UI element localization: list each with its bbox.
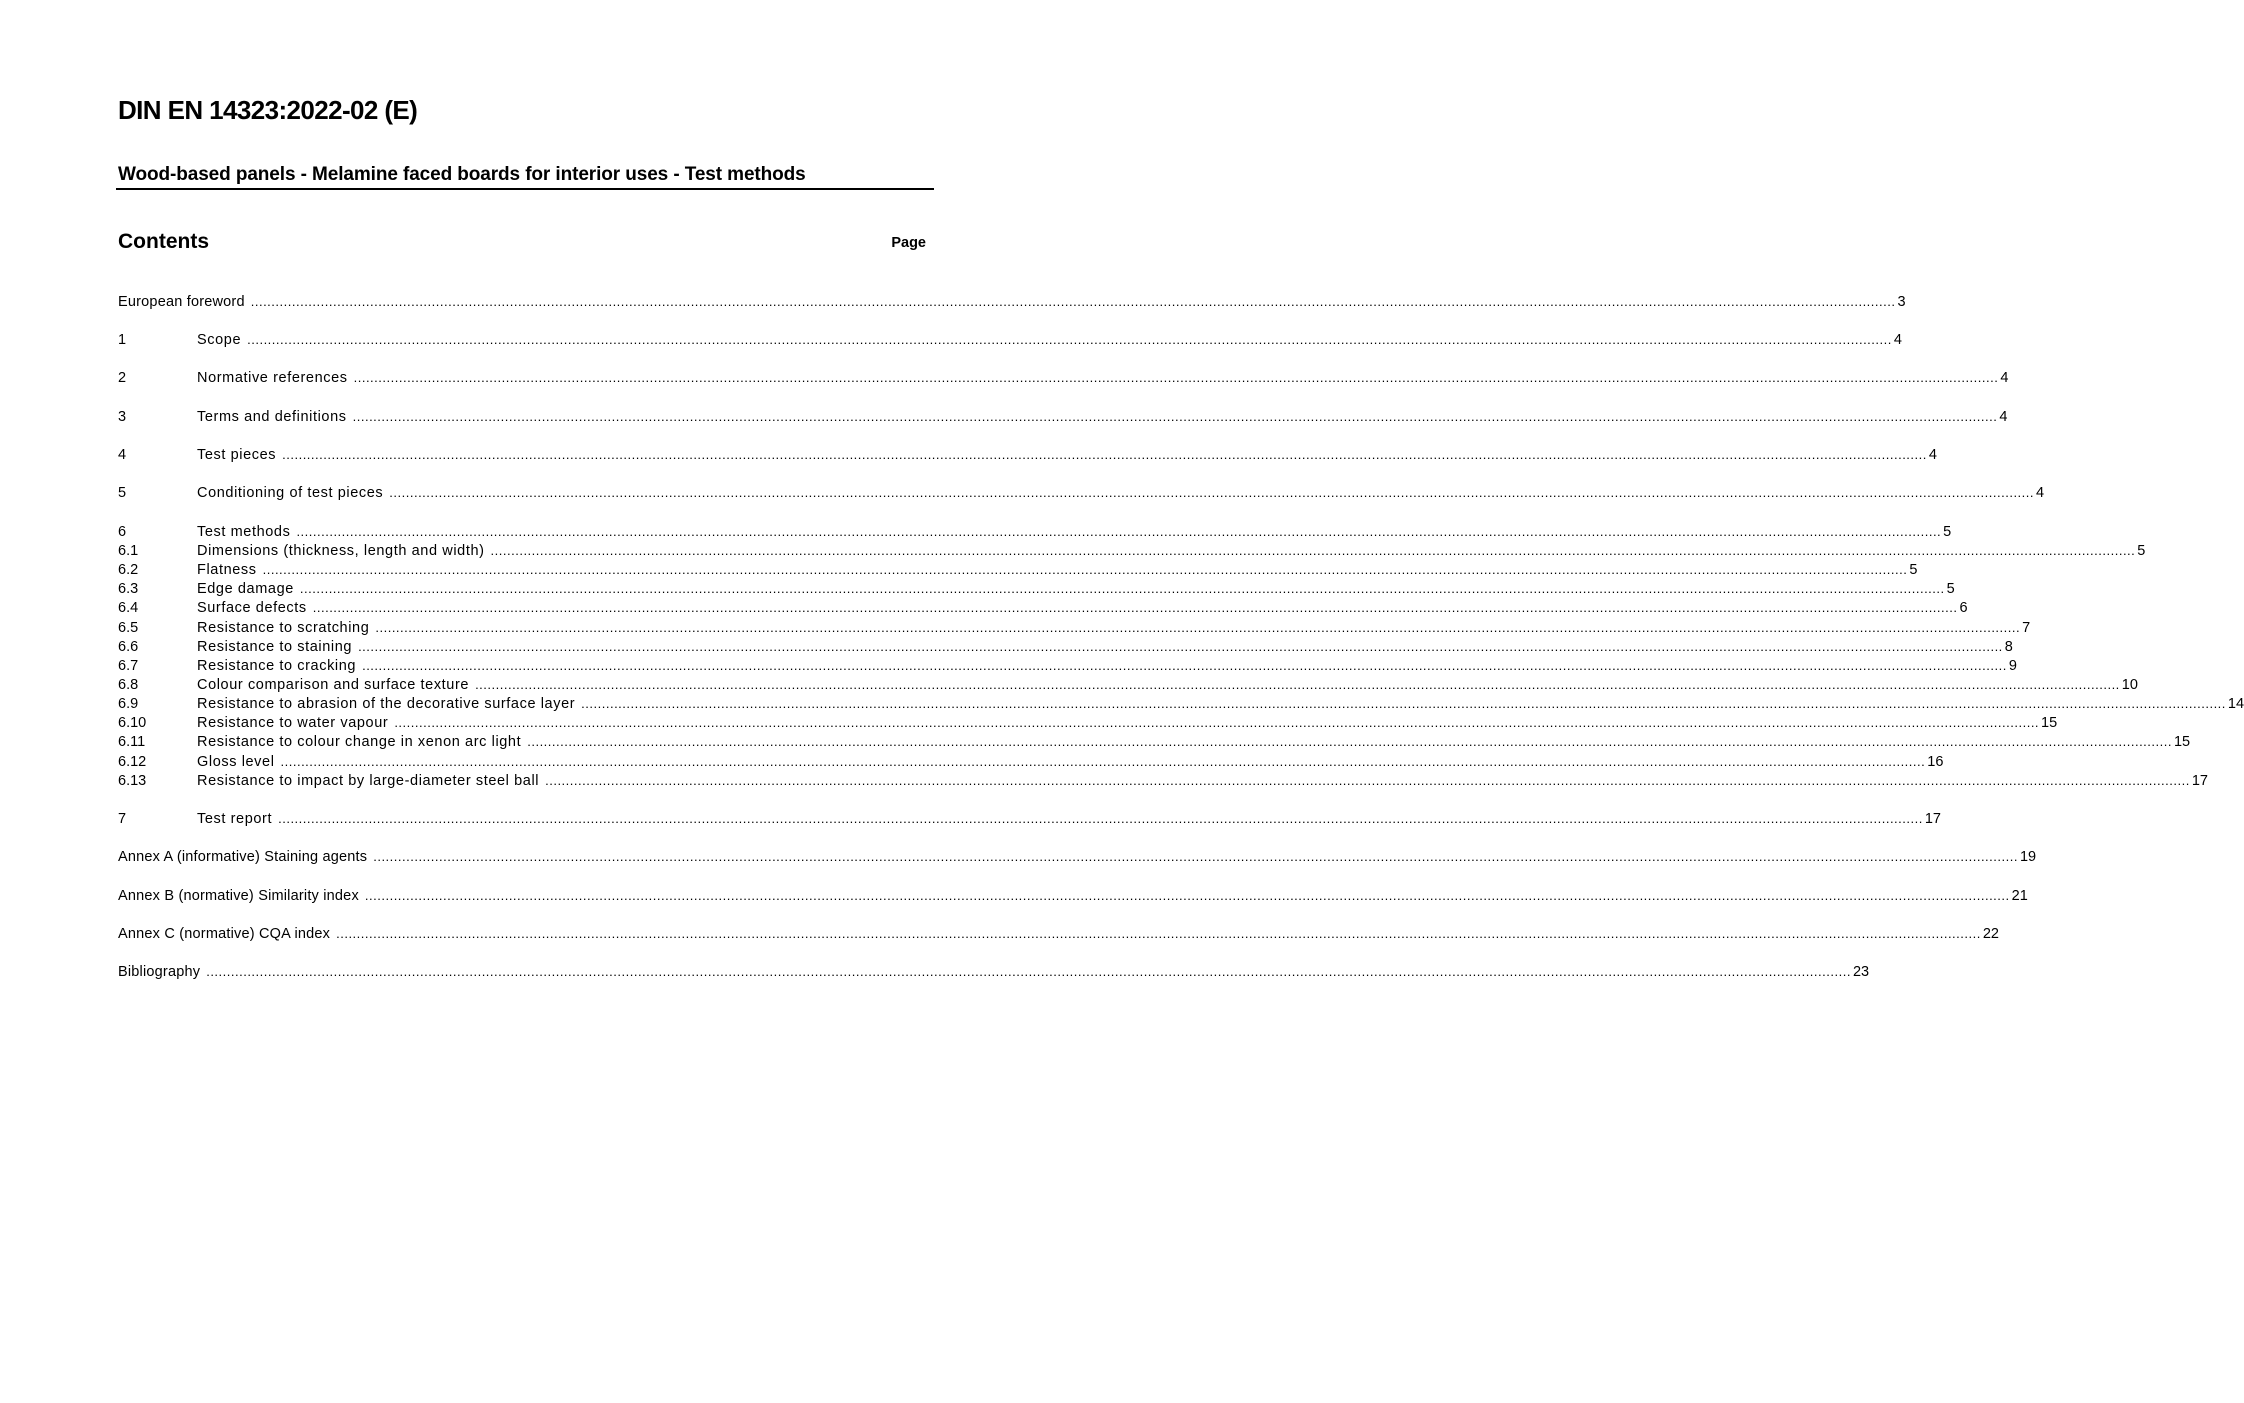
toc-entry[interactable] bbox=[118, 887, 2028, 905]
toc-dot-leader: ................................................................................................................................................................................................................................................................................................................................................................................................................ bbox=[581, 696, 2226, 711]
toc-entry-title: Dimensions (thickness, length and width) bbox=[197, 543, 485, 559]
toc-entry[interactable] bbox=[118, 657, 2017, 675]
toc-entry[interactable] bbox=[118, 580, 1955, 598]
toc-entry-title: Gloss level bbox=[197, 754, 275, 770]
toc-entry-number: 4 bbox=[118, 447, 127, 463]
toc-dot-leader: ................................................................................................................................................................................................................................................................................................................................................................................................................ bbox=[389, 485, 2035, 500]
toc-entry[interactable] bbox=[118, 369, 2009, 387]
toc-entry-title: Resistance to impact by large-diameter steel ball bbox=[197, 773, 540, 789]
toc-entry-page: 19 bbox=[2019, 849, 2037, 865]
toc-dot-leader: ................................................................................................................................................................................................................................................................................................................................................................................................................ bbox=[475, 677, 2120, 692]
toc-entry-number: 1 bbox=[118, 332, 127, 348]
toc-entry-number: 6.11 bbox=[118, 734, 146, 750]
toc-entry-number: 6.1 bbox=[118, 543, 139, 559]
toc-entry-title: Flatness bbox=[197, 562, 257, 578]
toc-entry-number: 3 bbox=[118, 409, 127, 425]
document-subtitle-block bbox=[116, 162, 934, 190]
toc-dot-leader: ................................................................................................................................................................................................................................................................................................................................................................................................................ bbox=[545, 773, 2190, 788]
toc-entry-number: 6.4 bbox=[118, 600, 139, 616]
toc-entry-number: 6.6 bbox=[118, 639, 139, 655]
toc-entry-page: 5 bbox=[1909, 562, 1918, 578]
toc-entry[interactable] bbox=[118, 331, 1902, 349]
toc-entry-title: Scope bbox=[197, 332, 242, 348]
document-subtitle: Wood-based panels - Melamine faced boards for interior uses - Test methods bbox=[118, 164, 806, 185]
toc-dot-leader: ................................................................................................................................................................................................................................................................................................................................................................................................................ bbox=[364, 888, 2010, 903]
toc-entry-page: 5 bbox=[2137, 543, 2146, 559]
toc-entry[interactable] bbox=[118, 810, 1941, 828]
toc-dot-leader: ................................................................................................................................................................................................................................................................................................................................................................................................................ bbox=[296, 524, 1942, 539]
toc-entry-page: 16 bbox=[1927, 754, 1944, 770]
toc-entry-title: Test pieces bbox=[197, 447, 277, 463]
toc-dot-leader: ................................................................................................................................................................................................................................................................................................................................................................................................................ bbox=[353, 370, 1999, 385]
toc-entry[interactable] bbox=[118, 542, 2146, 560]
toc-dot-leader: ................................................................................................................................................................................................................................................................................................................................................................................................................ bbox=[278, 811, 1923, 826]
toc-entry-number: 6 bbox=[118, 524, 127, 540]
toc-dot-leader: ................................................................................................................................................................................................................................................................................................................................................................................................................ bbox=[312, 600, 1958, 615]
toc-entry[interactable] bbox=[118, 753, 1944, 771]
toc-entry-page: 4 bbox=[1893, 332, 1902, 348]
toc-dot-leader: ................................................................................................................................................................................................................................................................................................................................................................................................................ bbox=[280, 754, 1926, 769]
toc-entry[interactable] bbox=[118, 599, 1968, 617]
toc-entry-title: Surface defects bbox=[197, 600, 307, 616]
toc-entry-title: European foreword bbox=[118, 294, 245, 310]
toc-entry-page: 15 bbox=[2041, 715, 2058, 731]
toc-entry[interactable] bbox=[118, 561, 1918, 579]
toc-entry-number: 2 bbox=[118, 370, 127, 386]
toc-dot-leader: ................................................................................................................................................................................................................................................................................................................................................................................................................ bbox=[375, 620, 2021, 635]
toc-entry[interactable] bbox=[118, 925, 1999, 943]
toc-entry-page: 5 bbox=[1946, 581, 1955, 597]
toc-entry[interactable] bbox=[118, 733, 2191, 751]
toc-entry-title: Conditioning of test pieces bbox=[197, 485, 384, 501]
toc-entry[interactable] bbox=[118, 408, 2008, 426]
toc-entry-title: Annex B (normative) Similarity index bbox=[118, 888, 359, 904]
toc-entry-title: Resistance to cracking bbox=[197, 658, 357, 674]
toc-entry-title: Resistance to abrasion of the decorative surface layer bbox=[197, 696, 576, 712]
toc-entry[interactable] bbox=[118, 619, 2031, 637]
toc-dot-leader: ................................................................................................................................................................................................................................................................................................................................................................................................................ bbox=[262, 562, 1908, 577]
toc-entry-title: Resistance to staining bbox=[197, 639, 353, 655]
toc-entry-title: Annex C (normative) CQA index bbox=[118, 926, 331, 942]
toc-entry-page: 4 bbox=[2036, 485, 2045, 501]
toc-entry[interactable] bbox=[118, 714, 2058, 732]
toc-entry-page: 21 bbox=[2011, 888, 2028, 904]
toc-entry-title: Edge damage bbox=[197, 581, 294, 597]
toc-entry-number: 5 bbox=[118, 485, 127, 501]
toc-entry-number: 6.8 bbox=[118, 677, 139, 693]
toc-entry-page: 15 bbox=[2173, 734, 2191, 750]
toc-entry-title: Test methods bbox=[197, 524, 291, 540]
toc-entry-title: Resistance to scratching bbox=[197, 620, 370, 636]
toc-entry-page: 22 bbox=[1982, 926, 1999, 942]
toc-entry-page: 9 bbox=[2008, 658, 2017, 674]
toc-dot-leader: ................................................................................................................................................................................................................................................................................................................................................................................................................ bbox=[282, 447, 1927, 462]
toc-entry[interactable] bbox=[118, 772, 2208, 790]
toc-entry-page: 5 bbox=[1943, 524, 1952, 540]
toc-dot-leader: ................................................................................................................................................................................................................................................................................................................................................................................................................ bbox=[373, 849, 2018, 864]
toc-entry-title: Test report bbox=[197, 811, 273, 827]
toc-entry-number: 6.12 bbox=[118, 754, 147, 770]
toc-entry-page: 8 bbox=[2004, 639, 2013, 655]
toc-dot-leader: ................................................................................................................................................................................................................................................................................................................................................................................................................ bbox=[352, 409, 1998, 424]
toc-dot-leader: ................................................................................................................................................................................................................................................................................................................................................................................................................ bbox=[250, 294, 1896, 309]
toc-entry-page: 4 bbox=[1928, 447, 1937, 463]
toc-dot-leader: ................................................................................................................................................................................................................................................................................................................................................................................................................ bbox=[299, 581, 1945, 596]
toc-entry[interactable] bbox=[118, 293, 1906, 311]
toc-dot-leader: ................................................................................................................................................................................................................................................................................................................................................................................................................ bbox=[362, 658, 2007, 673]
toc-entry-title: Resistance to colour change in xenon arc light bbox=[197, 734, 522, 750]
toc-entry-page: 4 bbox=[1999, 409, 2008, 425]
toc-entry[interactable] bbox=[118, 695, 2244, 713]
toc-entry-title: Terms and definitions bbox=[197, 409, 347, 425]
toc-entry-page: 4 bbox=[2000, 370, 2009, 386]
toc-entry-title: Resistance to water vapour bbox=[197, 715, 389, 731]
toc-entry-page: 14 bbox=[2227, 696, 2244, 712]
toc-entry-title: Bibliography bbox=[118, 964, 201, 980]
toc-entry-number: 6.5 bbox=[118, 620, 139, 636]
contents-heading: Contents bbox=[118, 230, 209, 253]
toc-entry[interactable] bbox=[118, 484, 2045, 502]
toc-entry[interactable] bbox=[118, 676, 2138, 694]
toc-entry-number: 6.9 bbox=[118, 696, 139, 712]
toc-entry-number: 6.3 bbox=[118, 581, 139, 597]
toc-dot-leader: ................................................................................................................................................................................................................................................................................................................................................................................................................ bbox=[527, 734, 2172, 749]
toc-entry-title: Normative references bbox=[197, 370, 348, 386]
toc-entry-title: Annex A (informative) Staining agents bbox=[118, 849, 368, 865]
toc-entry-page: 17 bbox=[1924, 811, 1941, 827]
toc-entry-page: 10 bbox=[2121, 677, 2138, 693]
toc-dot-leader: ................................................................................................................................................................................................................................................................................................................................................................................................................ bbox=[206, 964, 1851, 979]
page-column-label: Page bbox=[891, 235, 926, 251]
toc-entry-page: 6 bbox=[1959, 600, 1968, 616]
toc-entry-title: Colour comparison and surface texture bbox=[197, 677, 470, 693]
toc-dot-leader: ................................................................................................................................................................................................................................................................................................................................................................................................................ bbox=[336, 926, 1981, 941]
toc-entry-page: 7 bbox=[2022, 620, 2031, 636]
toc-entry-number: 6.10 bbox=[118, 715, 147, 731]
toc-dot-leader: ................................................................................................................................................................................................................................................................................................................................................................................................................ bbox=[394, 715, 2040, 730]
toc-entry-number: 6.2 bbox=[118, 562, 139, 578]
toc-entry-page: 17 bbox=[2191, 773, 2208, 789]
toc-entry-number: 6.7 bbox=[118, 658, 139, 674]
toc-entry[interactable] bbox=[118, 523, 1952, 541]
toc-entry-number: 6.13 bbox=[118, 773, 147, 789]
toc-entry[interactable] bbox=[118, 638, 2013, 656]
toc-entry[interactable] bbox=[118, 446, 1937, 464]
toc-entry[interactable] bbox=[118, 963, 1870, 981]
toc-entry-page: 23 bbox=[1852, 964, 1870, 980]
toc-entry[interactable] bbox=[118, 848, 2037, 866]
toc-dot-leader: ................................................................................................................................................................................................................................................................................................................................................................................................................ bbox=[490, 543, 2136, 558]
toc-dot-leader: ................................................................................................................................................................................................................................................................................................................................................................................................................ bbox=[247, 332, 1892, 347]
toc-entry-number: 7 bbox=[118, 811, 127, 827]
document-id: DIN EN 14323:2022-02 (E) bbox=[118, 95, 418, 125]
toc-dot-leader: ................................................................................................................................................................................................................................................................................................................................................................................................................ bbox=[358, 639, 2003, 654]
toc-entry-page: 3 bbox=[1897, 294, 1906, 310]
